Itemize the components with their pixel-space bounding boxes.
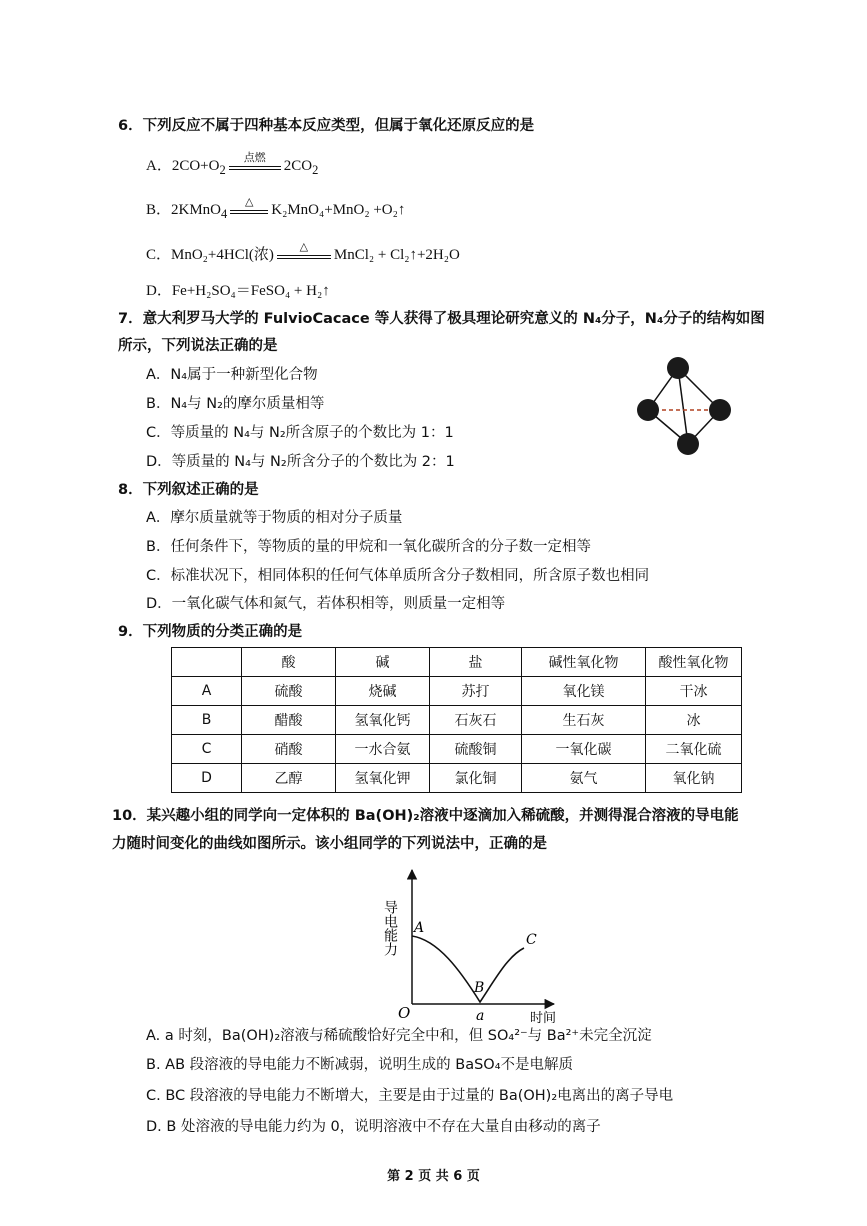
q10-option-b[interactable]: B. AB 段溶液的导电能力不断减弱，说明生成的 BaSO₄不是电解质 <box>146 1057 574 1073</box>
table-cell: 硝酸 <box>242 735 336 764</box>
y-axis-label: 导电能力 <box>382 900 398 956</box>
q8-option-c[interactable]: C．标准状况下，相同体积的任何气体单质所含分子数相同，所含原子数也相同 <box>146 568 650 584</box>
q6-option-c[interactable]: C．MnO₂+4HCl(浓) △ MnCl₂ + Cl₂↑+2H₂O <box>146 239 460 263</box>
q10-stem-line1: 10．某兴趣小组的同学向一定体积的 Ba(OH)₂溶液中逐滴加入稀硫酸，并测得混合溶液的导电能 <box>112 808 739 824</box>
nitrogen-atom <box>667 357 689 379</box>
table-cell: 氧化钠 <box>646 764 742 793</box>
table-header-cell: 盐 <box>430 648 522 677</box>
page-footer: 第 2 页 共 6 页 <box>387 1169 480 1184</box>
table-cell: 苏打 <box>430 677 522 706</box>
q7-option-b[interactable]: B．N₄与 N₂的摩尔质量相等 <box>146 396 325 412</box>
table-cell: D <box>172 764 242 793</box>
table-cell: 氢氧化钙 <box>336 706 430 735</box>
n4-molecule-diagram <box>626 352 746 462</box>
table-cell: A <box>172 677 242 706</box>
origin-label: O <box>398 1004 411 1022</box>
q7-option-d[interactable]: D．等质量的 N₄与 N₂所含分子的个数比为 2：1 <box>146 454 455 470</box>
table-cell: B <box>172 706 242 735</box>
q8-option-a[interactable]: A．摩尔质量就等于物质的相对分子质量 <box>146 510 403 526</box>
table-cell: 硫酸铜 <box>430 735 522 764</box>
table-cell: 氧化镁 <box>522 677 646 706</box>
table-cell: 硫酸 <box>242 677 336 706</box>
table-row[interactable] <box>172 677 742 706</box>
q10-stem-line2: 力随时间变化的曲线如图所示。该小组同学的下列说法中，正确的是 <box>112 836 547 852</box>
table-header-cell: 碱 <box>336 648 430 677</box>
q8-option-b[interactable]: B．任何条件下，等物质的量的甲烷和一氧化碳所含的分子数一定相等 <box>146 539 591 555</box>
table-header-cell: 酸性氧化物 <box>646 648 742 677</box>
q9-stem: 9．下列物质的分类正确的是 <box>118 624 303 640</box>
conductivity-curve <box>412 936 524 1002</box>
table-cell: 氨气 <box>522 764 646 793</box>
point-A-label: A <box>414 920 425 936</box>
table-cell: 烧碱 <box>336 677 430 706</box>
nitrogen-atom <box>677 433 699 455</box>
q7-stem-line1: 7．意大利罗马大学的 FulvioCacace 等人获得了极具理论研究意义的 N₄分子，N₄分子的结构如图 <box>118 311 765 327</box>
q10-option-a[interactable]: A. a 时刻，Ba(OH)₂溶液与稀硫酸恰好完全中和，但 SO₄²⁻与 Ba²⁺未完全沉淀 <box>146 1028 652 1044</box>
table-row[interactable] <box>172 764 742 793</box>
q6-option-b[interactable]: B．2KMnO$_4$ △ K₂MnO₄+MnO₂ +O₂↑ <box>146 194 406 221</box>
table-header-cell: 碱性氧化物 <box>522 648 646 677</box>
table-cell: 石灰石 <box>430 706 522 735</box>
q6-stem: 6．下列反应不属于四种基本反应类型，但属于氧化还原反应的是 <box>118 118 535 134</box>
table-header-row <box>172 648 742 677</box>
q8-stem: 8．下列叙述正确的是 <box>118 482 259 498</box>
q7-option-c[interactable]: C．等质量的 N₄与 N₂所含原子的个数比为 1：1 <box>146 425 454 441</box>
q7-option-a[interactable]: A．N₄属于一种新型化合物 <box>146 367 318 383</box>
q7-stem-line2: 所示，下列说法正确的是 <box>118 338 278 354</box>
reaction-arrow: △ <box>275 249 333 263</box>
q10-option-d[interactable]: D. B 处溶液的导电能力约为 0，说明溶液中不存在大量自由移动的离子 <box>146 1119 601 1135</box>
table-cell: 一水合氨 <box>336 735 430 764</box>
table-cell: 生石灰 <box>522 706 646 735</box>
nitrogen-atom <box>709 399 731 421</box>
table-cell: 干冰 <box>646 677 742 706</box>
point-C-label: C <box>526 932 537 948</box>
table-row[interactable] <box>172 735 742 764</box>
point-B-label: B <box>474 980 485 996</box>
x-axis-label: 时间 <box>530 1011 557 1026</box>
q10-option-c[interactable]: C. BC 段溶液的导电能力不断增大，主要是由于过量的 Ba(OH)₂电离出的离子导电 <box>146 1088 674 1104</box>
reaction-arrow: △ <box>228 204 270 218</box>
table-cell: 氢氧化钾 <box>336 764 430 793</box>
q6-option-d[interactable]: D．Fe+H₂SO₄＝FeSO₄ + H₂↑ <box>146 283 330 299</box>
table-cell: C <box>172 735 242 764</box>
q6-option-a[interactable]: A．$2CO+O_2$ 点燃 $2CO_2$ <box>146 150 319 177</box>
table-cell: 一氧化碳 <box>522 735 646 764</box>
table-header-cell <box>172 648 242 677</box>
nitrogen-atom <box>637 399 659 421</box>
classification-table <box>171 647 742 793</box>
q6-a-label: A． <box>146 158 172 174</box>
table-cell: 醋酸 <box>242 706 336 735</box>
table-cell: 二氧化硫 <box>646 735 742 764</box>
table-header-cell: 酸 <box>242 648 336 677</box>
table-cell: 乙醇 <box>242 764 336 793</box>
point-a-time-label: a <box>476 1008 485 1024</box>
table-cell: 氯化铜 <box>430 764 522 793</box>
reaction-arrow: 点燃 <box>227 160 283 174</box>
q8-option-d[interactable]: D．一氧化碳气体和氮气，若体积相等，则质量一定相等 <box>146 596 506 612</box>
table-row[interactable] <box>172 706 742 735</box>
conductivity-graph <box>378 858 568 1030</box>
table-cell: 冰 <box>646 706 742 735</box>
